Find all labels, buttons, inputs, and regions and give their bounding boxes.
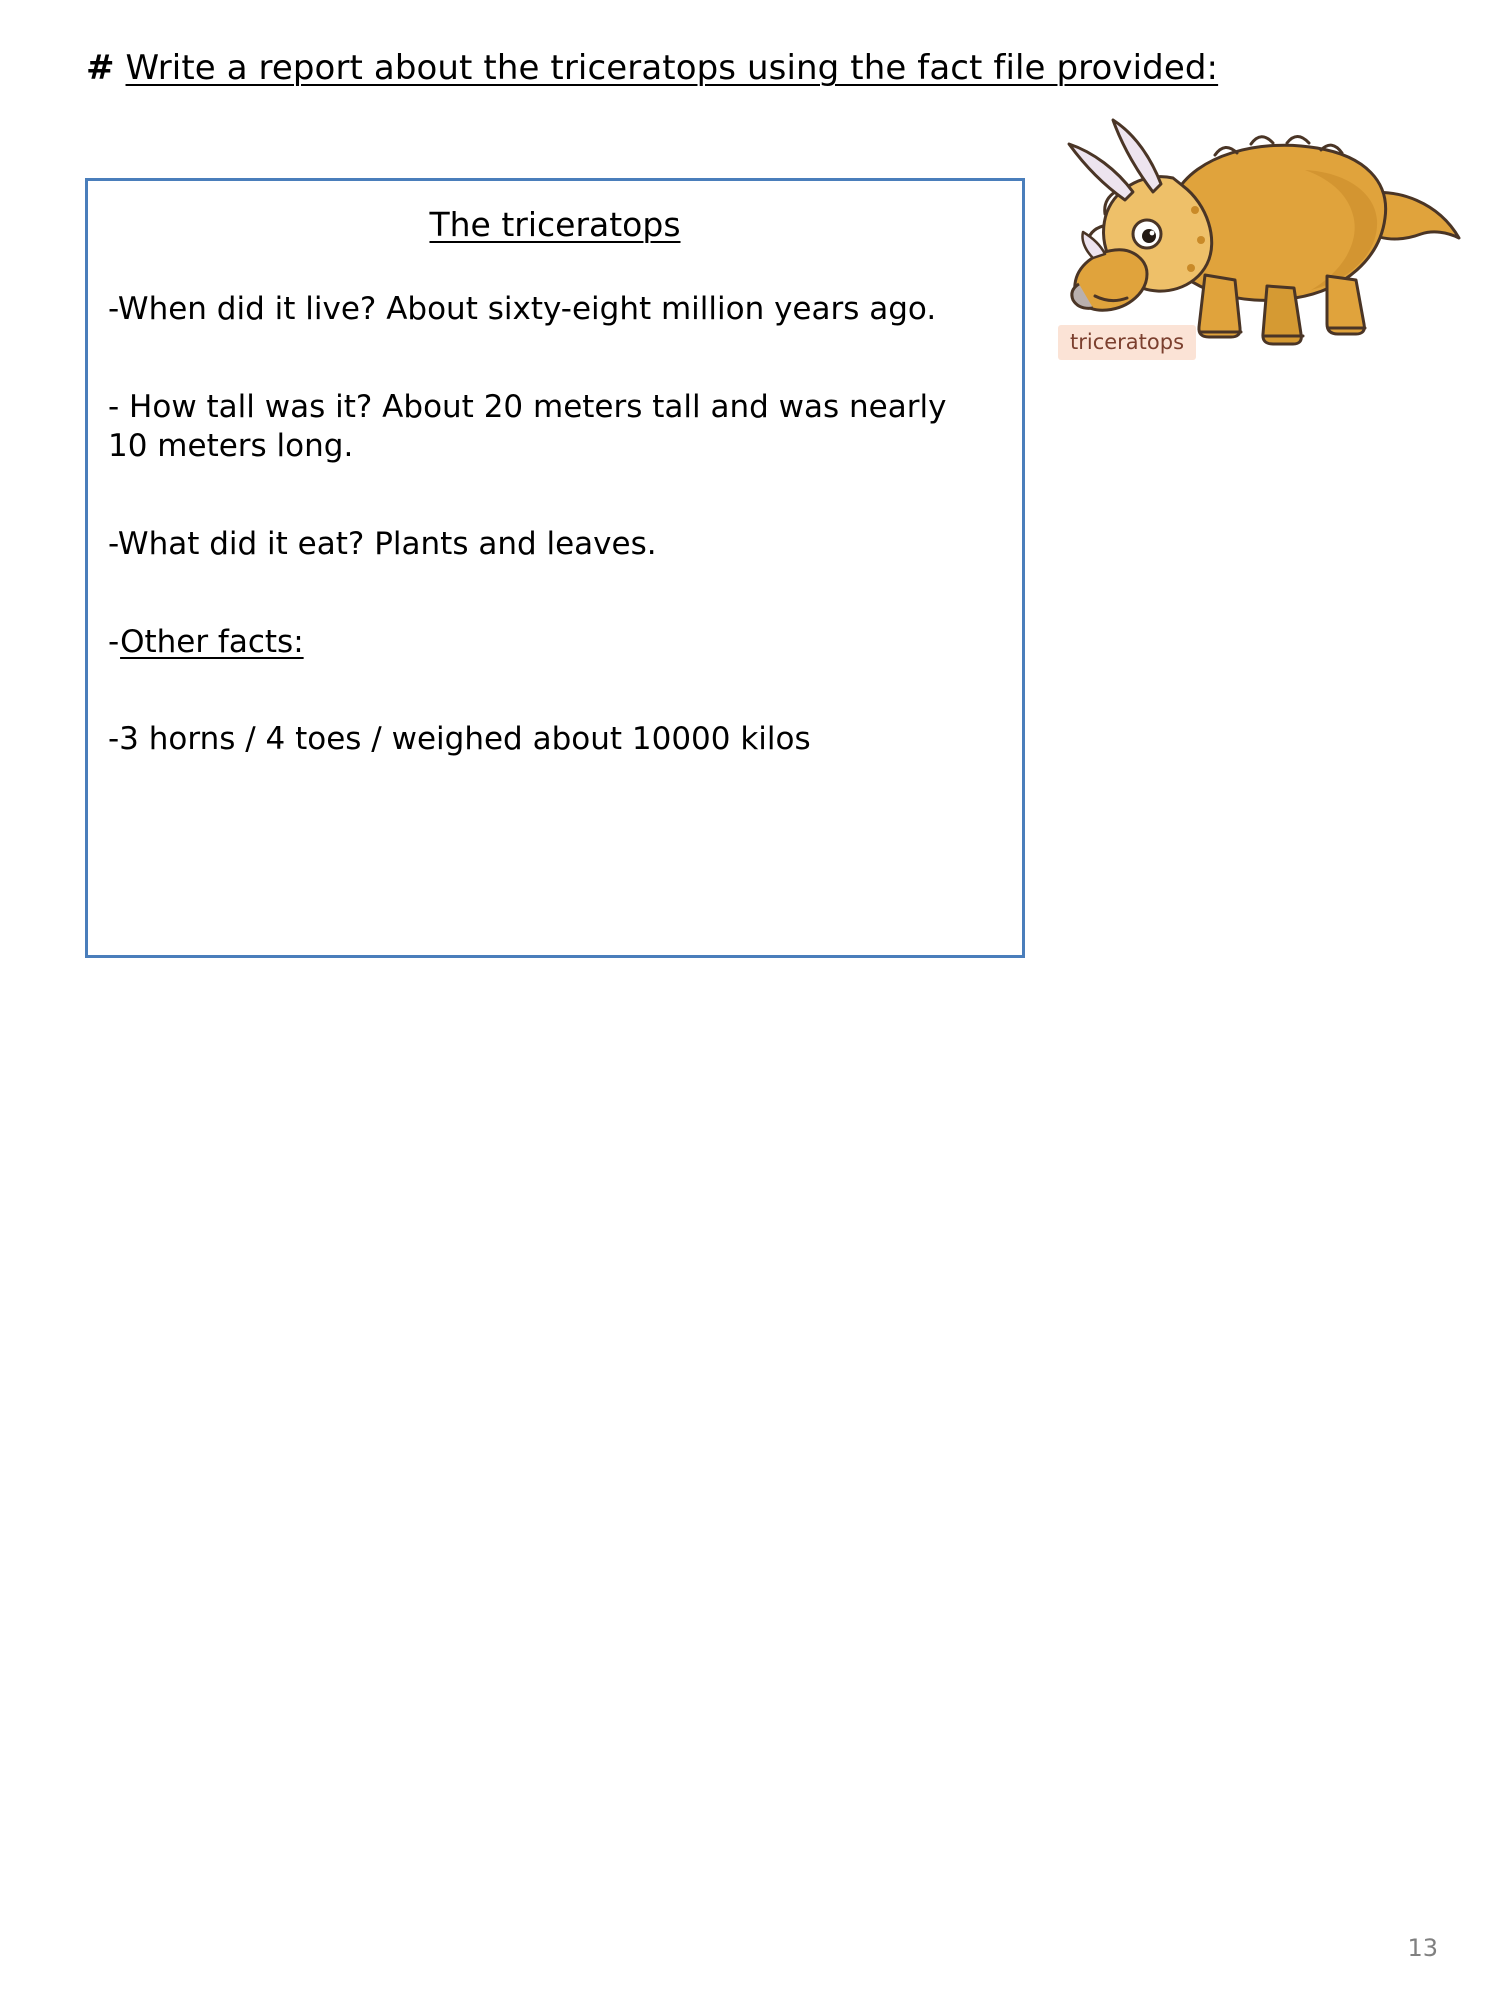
image-caption: triceratops xyxy=(1058,325,1196,360)
fact-file-box xyxy=(85,178,1025,958)
other-facts-label: Other facts: xyxy=(120,623,304,660)
heading-hash-marker: # xyxy=(86,48,115,88)
fact-file-content xyxy=(88,290,1022,760)
fact-line-when: -When did it live? About sixty-eight million years ago. xyxy=(108,291,937,327)
fact-line-height: - How tall was it? About 20 meters tall and was nearly 10 meters long. xyxy=(108,388,947,465)
fact-line-other-facts-heading xyxy=(108,623,994,663)
heading-text: Write a report about the triceratops using the fact file provided: xyxy=(125,48,1219,88)
fact-line-other-facts-detail: -3 horns / 4 toes / weighed about 10000 kilos xyxy=(108,721,811,758)
fact-file-title: The triceratops xyxy=(429,205,681,244)
page-number: 13 xyxy=(1407,1934,1438,1962)
page-title xyxy=(86,48,1218,88)
fact-line-diet: -What did it eat? Plants and leaves. xyxy=(108,526,657,563)
other-facts-dash: - xyxy=(108,623,121,660)
